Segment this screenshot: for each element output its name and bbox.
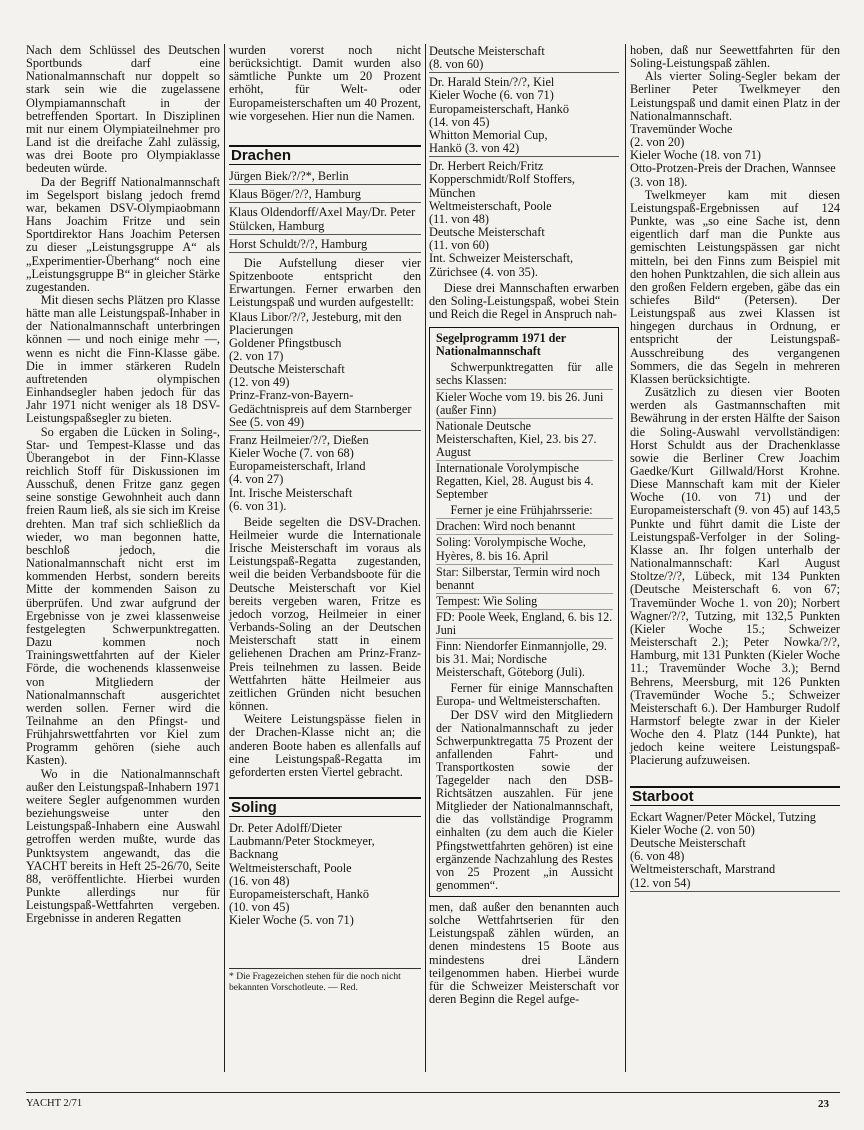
box-text: Ferner für einige Mannschaften Europa- und Weltmeisterschaften. [436,681,613,709]
page-number: 23 [818,1098,829,1110]
box-row: Star: Silberstar, Termin wird noch benannt [436,564,613,592]
paragraph: Als vierter Soling-Segler bekam der Berliner Peter Twelkmeyer den Leistungspaß und damit einen Platz in der Nationalmannschaft. [630,69,840,123]
segelprogramm-box [429,327,619,897]
column-3 [429,44,619,1006]
crew-entry: Klaus Böger/?/?, Hamburg [229,187,421,203]
box-text: Der DSV wird den Mitgliedern der Nationalmannschaft zu jeder Schwerpunktregatta 75 Prozent der anfallenden Fahrt- und Transportkosten sowie der Tagegelder nach den DSB-Richtsätzen auszahlen. Für jene Mitglieder der Nationalmannschaft, die das vollständige Programm einhalten (zu dem auch die Kieler Pfingstwettfahrten gehören) ist eine ergänzende Nachzahlung des Restes von 25 Prozent „in Aussicht genommen“. [436,707,613,892]
paragraph: So ergaben die Lücken in Soling-, Star- und Tempest-Klasse und das Überangebot in der Finn-Klasse reichlich Stoff für Diskussionen im Ausschuß, denen Fritze ganz gegen seine sonstige Gewohnheit auch dann freien Raum ließ, als sie sich im Kreise drehten. Man traf sich schließlich da wieder, wo man begonnen hatte, beschloß jedoch, die Nationalmannschaft nicht erst im kommenden Herbst, sondern bereits Mitte der kommenden Saison zu überprüfen. Und zwar aufgrund der Ergebnisse von je zwei klassenweise festgelegten Schwerpunktregatten. Dazu kommen noch Trainingswettfahrten auf der Kieler Förde, die wochenends klassenweise von Mitgliedern der Nationalmannschaft ausgerichtet werden sollen. Ferner wird die Teilnahme an den Pfingst- und Frühjahrswettfahrten vor Kiel zum Programm gehören (siehe auch Kasten). [26,424,220,768]
paragraph: Weitere Leistungspässe fielen in der Drachen-Klasse nicht an; die anderen Boote haben es allenfalls auf eine Leistungspaß-Regatta im geforderten ersten Viertel gebracht. [229,712,421,779]
paragraph: hoben, daß nur Seewettfahrten für den Soling-Leistungspaß zählen. [630,43,840,71]
paragraph: Mit diesen sechs Plätzen pro Klasse hätte man alle Leistungspaß-Inhaber in der Nationalmannschaft unterbringen können — und noch einige mehr —, wenn es nicht die Finn-Klasse gäbe. Die in immer stärkeren Rudeln auftretenden olympischen Einhandsegler haben jedoch für das Jahr 1971 nicht weniger als 18 DSV-Leistungspaßsegler zu bieten. [26,292,220,426]
paragraph: Da der Begriff Nationalmannschaft im Segelsport bislang jedoch fremd war, bekamen DSV-Olympiaobmann Hans Joachim Fritze und sein Sportdirektor Hans Joachim Petersen zu dieser „Leistungsgruppe A“ als „Experimentier-Überhang“ noch eine „Leistungsgruppe B“ in gleicher Stärke zugestanden. [26,174,220,294]
paragraph: wurden vorerst noch nicht berücksichtigt. Damit wurden also sämtliche Punkte um 20 Prozent erhöht, für Welt- oder Europameisterschaften um 40 Prozent, wie vorgesehen. Hier nun die Namen. [229,43,421,123]
column-1 [26,44,220,925]
crew-entry: Franz Heilmeier/?/?, Dießen Kieler Woche (7. von 68) Europameisterschaft, Irland (4. von 27) Int. Irische Meisterschaft (6. von 31). [229,432,369,513]
paragraph: Beide segelten die DSV-Drachen. Heilmeier wurde die Internationale Irische Meisterschaft im voraus als Leistungspaß-Regatta zugestanden, weil die beiden Verbandsboote für die Deutsche Meisterschaft vor Kiel bereits vergeben waren, Fritze es jedoch vorzog, Heilmeier in einer Verbands-Soling an der Deutschen Meisterschaft statt in einem geliehenen Drachen am Prinz-Franz-Preis teilnehmen zu lassen. Beide Wettfahrten hätte Heilmeier aus zeitlichen Gründen nicht besuchen können. [229,514,421,714]
box-row: Drachen: Wird noch benannt [436,518,613,533]
footnote: * Die Fragezeichen stehen für die noch nicht bekannten Vorschotleute. — Red. [229,968,421,993]
section-heading-soling: Soling [229,797,421,817]
box-title: Segelprogramm 1971 der Nationalmannschaft [436,331,566,359]
section-heading-drachen: Drachen [229,145,421,165]
crew-entry: Dr. Harald Stein/?/?, Kiel Kieler Woche (6. von 71) Europameisterschaft, Hankö (14. von 45) Whitton Memorial Cup, Hankö (3. von 42) [429,75,619,157]
crew-entry: Jürgen Biek/?/?*, Berlin [229,169,421,185]
paragraph: men, daß außer den benannten auch solche Wettfahrtserien für den Leistungspaß zählen würden, an denen mindestens 15 Boote aus mindestens drei Ländern teilgenommen haben. Hierbei wurde für die Schweizer Meisterschaft vor deren Beginn die Regel aufge- [429,899,619,1006]
box-row: Internationale Vorolympische Regatten, Kiel, 28. August bis 4. September [436,460,613,501]
box-row: FD: Poole Week, England, 6. bis 12. Juni [436,609,613,637]
paragraph: Zusätzlich zu diesen vier Booten werden als Gastmannschaften mit Bewährung in der ersten Hälfte der Saison die Soling-Auswahl vervollständigen: Horst Schuldt aus der Drachenklasse sowie die Berliner Crew Joachim Gaedke/Kurt Gillwald/Horst Krohne. Diese Mannschaft kam mit der Kieler Woche (10. von 71) und der Europameisterschaft (9. von 45) auf 143,5 Punkte und führt damit die Liste der Leistungspaß-Verfolger in der Soling-Klasse an. Ihr folgen unterhalb der Nationalmannschaft: Karl August Stoltze/?/?, Lübeck, mit 134 Punkten (Deutsche Meisterschaft 6. von 67; Travemünder Woche 1. von 20); Norbert Wagner/?/?, Tutzing, mit 132,5 Punkten (Kieler Woche 15.; Schweizer Meisterschaft 2.); Peter Nowka/?/?, Hamburg, mit 131 Punkten (Kieler Woche 11.; Travemünder Woche 3.); Bernd Behrens, Meersburg, mit 126 Punkten (Travemünder Woche 5.; Schweizer Meisterschaft 6.). Der Hamburger Rudolf Harmstorf belegte zwar in der Kieler Woche den 4. Platz (144 Punkte), hat jedoch keine weitere Leistungspaß-Placierung aufzuweisen. [630,385,840,768]
paragraph: Twelkmeyer kam mit diesen Leistungspaß-Ergebnissen auf 124 Punkte, was „so eine Sache ist, denn eigentlich darf man die Punkte aus gemischten Leistungspässen gar nicht mitteln, bei den Finns zum Beispiel mit den hohen Punktzahlen, die sich allein aus den großen Feldern ergeben, gäbe das ein schiefes Bild“ (Petersen). Der Leistungspaß aus zwei Klassen ist hingegen durchaus in Ordnung, er entspricht der Leistungspaß-Ausschreibung des vergangenen Sommers, die das Segeln in mehreren Klassen berücksichtigte. [630,187,840,386]
crew-entry: Dr. Peter Adolff/Dieter Laubmann/Peter Stockmeyer, Backnang Weltmeisterschaft, Poole (16. von 48) Europameisterschaft, Hankö (10. von 45) Kieler Woche (5. von 71) [229,821,375,928]
section-heading-starboot: Starboot [630,786,840,806]
crew-entry: Dr. Herbert Reich/Fritz Kopperschmidt/Rolf Stoffers, München Weltmeisterschaft, Poole (11. von 48) Deutsche Meisterschaft (11. von 60) Int. Schweizer Meisterschaft, Zürichsee (4. von 35). [429,159,575,279]
paragraph: Diese drei Mannschaften erwarben den Soling-Leistungspaß, wobei Stein und Reich die Regel in Anspruch nah- [429,280,619,321]
column-rule [425,44,426,1072]
crew-entry: Klaus Oldendorff/Axel May/Dr. Peter Stülcken, Hamburg [229,205,421,234]
crew-entry: Deutsche Meisterschaft (8. von 60) [429,44,619,73]
column-4 [630,44,840,894]
crew-entry: Horst Schuldt/?/?, Hamburg [229,237,421,253]
box-row: Nationale Deutsche Meisterschaften, Kiel, 23. bis 27. August [436,418,613,459]
crew-entry: Klaus Libor/?/?, Jesteburg, mit den Placierungen Goldener Pfingstbusch (2. von 17) Deutsche Meisterschaft (12. von 49) Prinz-Franz-von-Bayern-Gedächtnispreis auf dem Starnberger See (5. von 49) [229,310,421,431]
paragraph: Wo in die Nationalmannschaft außer den Leistungspaß-Inhabern 1971 weitere Segler aufgenommen wurden beziehungsweise unter den Leistungspaß-Inhabern eine Auswahl getroffen werden mußte, wurde das Punktsystem angewandt, das die YACHT bereits in Heft 25-26/70, Seite 88, veröffentlichte. Hierbei wurden Punkte allerdings nur für Leistungspaß-Wettfahrten vergeben. Ergebnisse in anderen Regatten [26,766,220,926]
paragraph: Nach dem Schlüssel des Deutschen Sportbunds darf eine Nationalmannschaft nur doppelt so stark sein wie die zugelassene Olympiamannschaft in der betreffenden Sportart. In Disziplinen mit nur einem Olympiateilnehmer pro Land ist die dreifache Zahl zulässig, was drei Boote pro Olympiaklasse bedeuten würde. [26,43,220,176]
result-list: Travemünder Woche (2. von 20) Kieler Woche (18. von 71) Otto-Protzen-Preis der Drachen, Wannsee (3. von 18). [630,121,836,189]
footer-rule [26,1092,840,1093]
magazine-issue: YACHT 2/71 [26,1098,83,1109]
box-row: Soling: Vorolympische Woche, Hyères, 8. bis 16. April [436,534,613,562]
box-text: Ferner je eine Frühjahrsserie: [450,503,593,518]
column-rule [625,44,626,1072]
box-row: Finn: Niendorfer Einmannjolle, 29. bis 31. Mai; Nordische Meisterschaft, Göteborg (Juli). [436,638,613,679]
box-row: Kieler Woche vom 19. bis 26. Juni (außer Finn) [436,389,613,417]
box-row: Tempest: Wie Soling [436,593,613,608]
paragraph: Die Aufstellung dieser vier Spitzenboote entspricht den Erwartungen. Ferner erwarben den Leistungspaß und wurden aufgestellt: [229,255,421,310]
crew-entry: Eckart Wagner/Peter Möckel, Tutzing Kieler Woche (2. von 50) Deutsche Meisterschaft (6. von 48) Weltmeisterschaft, Marstrand (12. von 54) [630,810,840,892]
column-2 [229,44,421,993]
box-intro: Schwerpunktregatten für alle sechs Klassen: [436,360,613,388]
column-rule [224,44,225,1072]
